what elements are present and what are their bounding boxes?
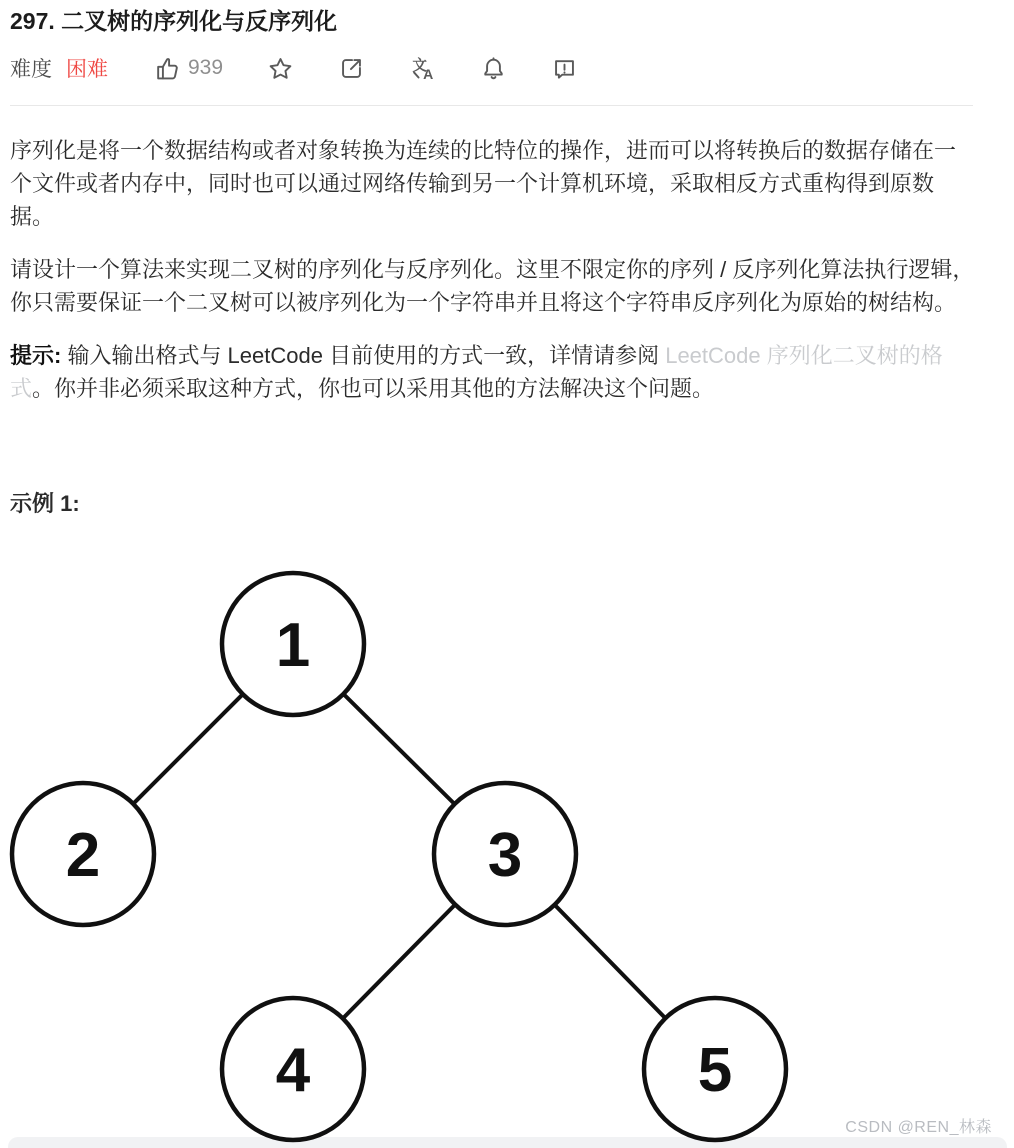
hint-text-before: 输入输出格式与 LeetCode 目前使用的方式一致，详情请参阅 [61, 343, 666, 368]
notification-button[interactable] [480, 55, 507, 82]
binary-tree-figure [0, 566, 1014, 1148]
hint-text-after: 。你并非必须采取这种方式，你也可以采用其他的方法解决这个问题。 [32, 376, 715, 401]
tree-node [644, 998, 786, 1140]
tree-node-label: 5 [697, 1036, 733, 1105]
svg-text:文: 文 [412, 57, 428, 74]
difficulty-badge: 困难 [66, 58, 108, 81]
star-icon [267, 55, 294, 82]
like-button[interactable] [153, 55, 223, 82]
example-heading: 示例 1: [10, 491, 80, 516]
feedback-button[interactable] [551, 55, 578, 82]
hint-paragraph [10, 339, 977, 405]
tree-node [434, 783, 576, 925]
tree-node-label: 4 [275, 1036, 311, 1105]
meta-row [10, 53, 1014, 83]
feedback-icon [551, 55, 578, 82]
hint-label: 提示: [10, 343, 62, 368]
description-paragraph-2: 请设计一个算法来实现二叉树的序列化与反序列化。这里不限定你的序列 / 反序列化算法执行逻辑，你只需要保证一个二叉树可以被序列化为一个字符串并且将这个字符串反序列化为原始的树结构。 [10, 257, 975, 315]
favorite-button[interactable] [267, 55, 294, 82]
watermark: CSDN @REN_林森 [845, 1119, 992, 1136]
bell-icon [480, 55, 507, 82]
translate-icon [409, 55, 436, 82]
share-button[interactable] [338, 55, 365, 82]
page-title: 297. 二叉树的序列化与反序列化 [10, 8, 338, 34]
like-count: 939 [188, 56, 224, 79]
problem-page [0, 6, 1014, 1148]
tree-node-label: 3 [487, 821, 523, 890]
tree-node-label: 2 [65, 821, 101, 890]
description-paragraph-1: 序列化是将一个数据结构或者对象转换为连续的比特位的操作，进而可以将转换后的数据存储在一个文件或者内存中，同时也可以通过网络传输到另一个计算机环境，采取相反方式重构得到原数据。 [10, 138, 957, 229]
tree-node [222, 998, 364, 1140]
share-icon [338, 55, 365, 82]
svg-text:A: A [423, 65, 434, 82]
tree-node [222, 573, 364, 715]
tree-node-label: 1 [275, 611, 311, 680]
translate-button[interactable] [409, 55, 436, 82]
divider [10, 105, 973, 106]
thumbs-up-icon [153, 55, 180, 82]
hint-link[interactable]: LeetCode 序列化二叉树的格式 [10, 343, 943, 401]
problem-description [10, 134, 977, 520]
difficulty-label: 难度 [10, 58, 52, 81]
tree-node [12, 783, 154, 925]
